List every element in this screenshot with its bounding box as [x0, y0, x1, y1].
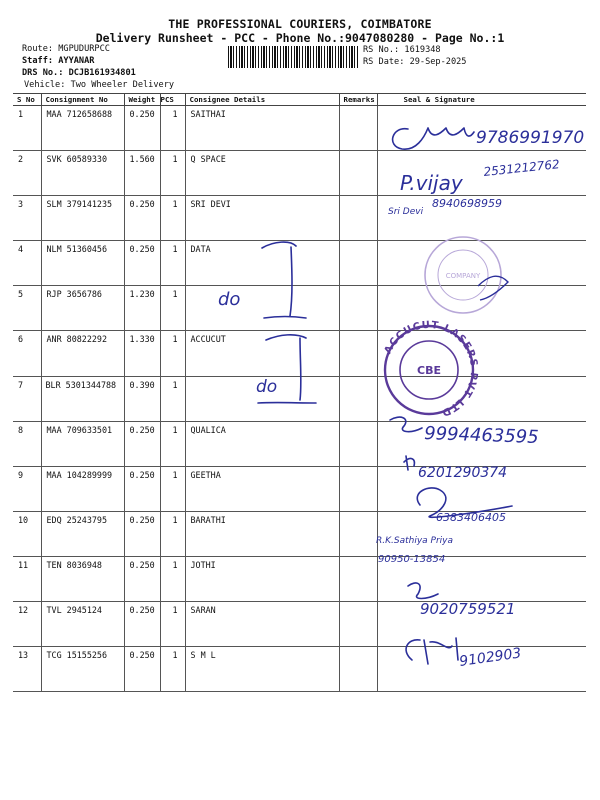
sno: 3 [13, 196, 41, 241]
pcs: 1 [160, 421, 185, 466]
remarks [339, 556, 377, 601]
staff-label: Staff: AYYANAR [22, 56, 95, 66]
pcs: 1 [160, 602, 185, 647]
consignment-no: TEN 8036948 [41, 556, 124, 601]
pcs: 1 [160, 511, 185, 556]
seal-signature [377, 556, 586, 601]
pcs: 1 [160, 196, 185, 241]
consignment-no: ANR 80822292 [41, 331, 124, 376]
col-consignment: Consignment No [41, 94, 124, 106]
weight: 0.250 [124, 106, 160, 151]
seal-signature [377, 106, 586, 151]
sno: 8 [13, 421, 41, 466]
consignment-no: SVK 60589330 [41, 151, 124, 196]
pcs: 1 [160, 286, 185, 331]
col-remarks: Remarks [339, 94, 377, 106]
pcs: 1 [160, 556, 185, 601]
consignee: S M L [185, 647, 339, 692]
hw-row13-number: 9102903 [458, 645, 523, 670]
weight: 0.250 [124, 466, 160, 511]
runsheet-table [13, 93, 586, 692]
consignee [185, 376, 339, 421]
table-row [13, 466, 586, 511]
consignment-no: MAA 104289999 [41, 466, 124, 511]
consignment-no: MAA 712658688 [41, 106, 124, 151]
consignment-no: SLM 379141235 [41, 196, 124, 241]
weight: 0.250 [124, 511, 160, 556]
table-row [13, 421, 586, 466]
sno: 13 [13, 647, 41, 692]
weight: 1.330 [124, 331, 160, 376]
sno: 7 [13, 376, 41, 421]
hw-row2-name: P.vijay [400, 171, 463, 195]
remarks [339, 106, 377, 151]
remarks [339, 511, 377, 556]
runsheet-subtitle: Delivery Runsheet - PCC - Phone No.:9047080280 - Page No.:1 [95, 31, 505, 45]
consignee: GEETHA [185, 466, 339, 511]
consignee: SARAN [185, 602, 339, 647]
hw-row5-ditto: do [218, 289, 241, 310]
seal-signature [377, 241, 586, 286]
stamp-ring-text: ACCUCUT LASERS PVT LTD [382, 319, 480, 419]
sno: 5 [13, 286, 41, 331]
col-seal: Seal & Signature [377, 94, 586, 106]
consignee [185, 286, 339, 331]
consignee: JOTHI [185, 556, 339, 601]
remarks [339, 151, 377, 196]
remarks [339, 421, 377, 466]
drs-number: DRS No.: DCJB161934801 [22, 68, 136, 78]
table-row [13, 106, 586, 151]
weight: 0.250 [124, 602, 160, 647]
table-row [13, 331, 586, 376]
weight: 0.250 [124, 556, 160, 601]
table-header [13, 94, 586, 106]
col-weight: Weight [124, 94, 160, 106]
barcode [228, 46, 358, 68]
weight: 0.250 [124, 241, 160, 286]
hw-row2-number: 2531212762 [482, 157, 561, 179]
sno: 4 [13, 241, 41, 286]
seal-signature [377, 421, 586, 466]
remarks [339, 647, 377, 692]
vehicle-label: Vehicle: Two Wheeler Delivery [24, 80, 175, 90]
remarks [339, 331, 377, 376]
table-row [13, 511, 586, 556]
consignee: Q SPACE [185, 151, 339, 196]
hw-row11-name: R.K.Sathiya Priya [376, 536, 454, 546]
hw-row11-number: 90950-13854 [378, 554, 446, 565]
weight: 0.250 [124, 196, 160, 241]
table-row [13, 602, 586, 647]
hw-row8-number: 9994463595 [423, 423, 540, 448]
route-label: Route: MGPUDURPCC [22, 44, 110, 54]
pcs: 1 [160, 466, 185, 511]
stamp-center-text: CBE [417, 364, 441, 377]
pcs: 1 [160, 331, 185, 376]
runsheet-title: THE PROFESSIONAL COURIERS, COIMBATORE [168, 17, 432, 31]
consignee: BARATHI [185, 511, 339, 556]
table-row [13, 196, 586, 241]
col-pcs: PCS [160, 94, 185, 106]
weight: 1.230 [124, 286, 160, 331]
table-row [13, 286, 586, 331]
weight: 1.560 [124, 151, 160, 196]
consignment-no: TCG 15155256 [41, 647, 124, 692]
consignee: QUALICA [185, 421, 339, 466]
faint-stamp-center: COMPANY [445, 272, 481, 280]
consignee: SAITHAI [185, 106, 339, 151]
consignee: SRI DEVI [185, 196, 339, 241]
col-consignee: Consignee Details [185, 94, 339, 106]
rs-number: RS No.: 1619348 [363, 45, 441, 55]
consignee: DATA [185, 241, 339, 286]
hw-row1-number: 9786991970 [476, 128, 585, 148]
pcs: 1 [160, 647, 185, 692]
seal-signature [377, 647, 586, 692]
hw-row9-number: 6201290374 [418, 465, 508, 481]
pcs: 1 [160, 376, 185, 421]
remarks [339, 602, 377, 647]
consignment-no: BLR 5301344788 [41, 376, 124, 421]
remarks [339, 286, 377, 331]
remarks [339, 376, 377, 421]
hw-row10-number: 6383406405 [436, 511, 506, 524]
sno: 9 [13, 466, 41, 511]
remarks [339, 466, 377, 511]
consignee: ACCUCUT [185, 331, 339, 376]
consignment-no: RJP 3656786 [41, 286, 124, 331]
sno: 12 [13, 602, 41, 647]
seal-signature [377, 196, 586, 241]
remarks [339, 196, 377, 241]
weight: 0.250 [124, 421, 160, 466]
weight: 0.390 [124, 376, 160, 421]
seal-signature [377, 331, 586, 376]
hw-row7-ditto: do [256, 377, 278, 397]
table-row [13, 241, 586, 286]
hw-row12-number: 9020759521 [420, 600, 516, 618]
hw-row3-number: 8940698959 [432, 197, 502, 210]
table-row [13, 647, 586, 692]
seal-signature [377, 602, 586, 647]
remarks [339, 241, 377, 286]
consignment-no: TVL 2945124 [41, 602, 124, 647]
sno: 6 [13, 331, 41, 376]
weight: 0.250 [124, 647, 160, 692]
sno: 1 [13, 106, 41, 151]
pcs: 1 [160, 151, 185, 196]
seal-signature [377, 466, 586, 511]
hw-row3-name: Sri Devi [388, 207, 424, 217]
table-row [13, 151, 586, 196]
table-row [13, 556, 586, 601]
table-row [13, 376, 586, 421]
seal-signature [377, 286, 586, 331]
consignment-no: EDQ 25243795 [41, 511, 124, 556]
sno: 2 [13, 151, 41, 196]
pcs: 1 [160, 241, 185, 286]
col-sno: S No [13, 94, 41, 106]
sno: 10 [13, 511, 41, 556]
consignment-no: MAA 709633501 [41, 421, 124, 466]
consignment-no: NLM 51360456 [41, 241, 124, 286]
seal-signature [377, 511, 586, 556]
seal-signature [377, 376, 586, 421]
seal-signature [377, 151, 586, 196]
sno: 11 [13, 556, 41, 601]
pcs: 1 [160, 106, 185, 151]
rs-date: RS Date: 29-Sep-2025 [363, 57, 467, 67]
